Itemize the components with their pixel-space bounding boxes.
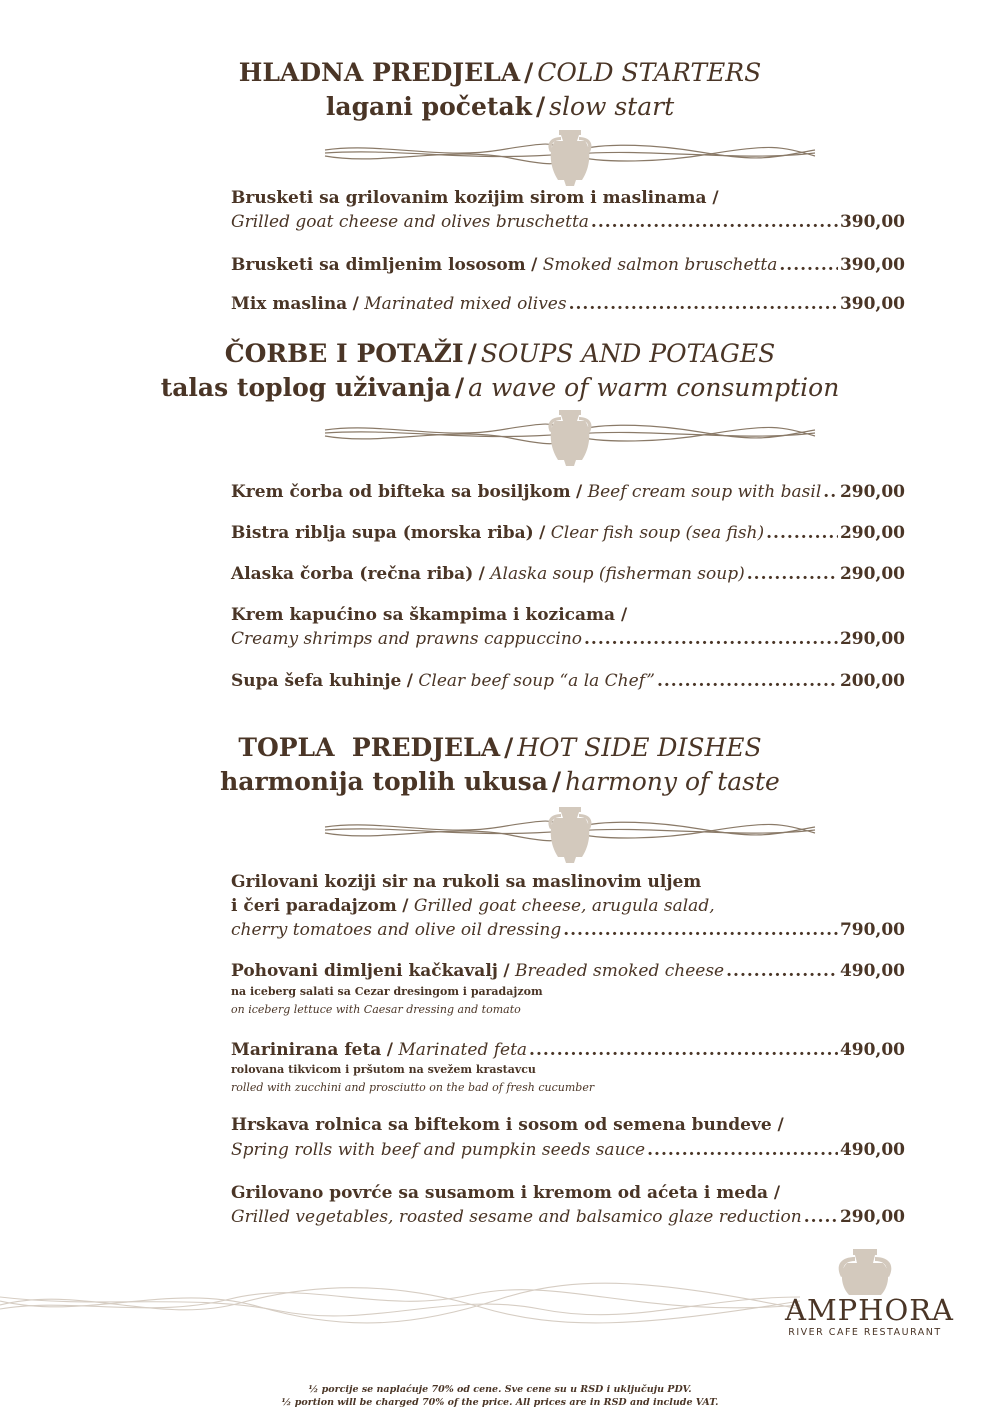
footer-note-sr: ½ porcije se naplaćuje 70% od cene. Sve cene su u RSD i uključuju PDV. [308,1384,692,1395]
item-name-en: Alaska soup (fisherman soup) [490,564,745,584]
dot-leader [584,628,838,650]
item-name-sr: Mix maslina [231,294,348,314]
menu-item-line [231,1139,905,1161]
wave-amphora-divider [320,128,820,188]
title-en: SOUPS AND POTAGES [480,339,776,368]
logo-subtitle: RIVER CAFE RESTAURANT [788,1327,942,1338]
wave-amphora-divider [320,408,820,468]
menu-item [231,871,905,893]
menu-item: Krem čorba od bifteka sa bosiljkom / Beef cream soup with basil ..... 290,00 [231,481,905,503]
footer-wave-ornament [0,1275,800,1335]
amphora-logo [785,1245,954,1355]
menu-item-line: i čeri paradajzom / Grilled goat cheese, arugula salad, [231,896,715,916]
item-name-sr: Brusketi sa dimljenim lososom [231,255,526,275]
dot-leader [823,481,838,503]
item-price: 790,00 [839,920,905,940]
footer-note-en: ½ portion will be charged 70% of the price. All prices are in RSD and include VAT. [281,1397,719,1408]
dot-leader [747,563,838,585]
section-heading-hot-side-dishes [0,731,1000,799]
dot-leader [726,960,838,982]
item-note-en: on iceberg lettuce with Caesar dressing and tomato [231,1003,521,1016]
item-name-en: Breaded smoked cheese [514,961,725,981]
logo-name: AMPHORA [785,1293,954,1327]
item-name-sr: Grilovano povrće sa susamom i kremom od aćeta i meda / [231,1183,781,1203]
item-price: 290,00 [839,629,905,649]
menu-item: Alaska čorba (rečna riba) / Alaska soup (fisherman soup) ..... 290,00 [231,563,905,585]
menu-item-line [231,211,905,233]
item-note-sr: rolovana tikvicom i pršutom na svežem krastavcu [231,1063,536,1076]
item-name-sr: i čeri paradajzom [231,896,397,916]
item-name-sr: Krem čorba od bifteka sa bosiljkom [231,482,571,502]
item-price: 390,00 [839,255,905,275]
item-price: 490,00 [839,1040,905,1060]
title-sr: TOPLA PREDJELA [238,733,501,762]
section-title: HLADNA PREDJELA / COLD STARTERS [238,58,762,87]
item-name-en: Beef cream soup with basil [587,482,822,502]
menu-item [231,1182,905,1204]
dot-leader [563,919,838,941]
title-en: HOT SIDE DISHES [517,733,762,762]
subtitle-sr: talas toplog uživanja [160,373,451,402]
amphora-vase-icon [785,1245,945,1295]
section-subtitle: lagani početak / slow start [325,92,675,121]
item-name-en: cherry tomatoes and olive oil dressing [231,920,562,940]
item-price: 200,00 [839,671,905,691]
menu-item-line [231,628,905,650]
item-name-en: Clear fish soup (sea fish) [550,523,765,543]
item-price: 390,00 [839,212,905,232]
item-name-sr: Grilovani koziji sir na rukoli sa maslinovim uljem [231,872,702,892]
item-price: 390,00 [839,294,905,314]
dot-leader [804,1206,838,1228]
menu-item: Mix maslina / Marinated mixed olives ..... 390,00 [231,293,905,315]
section-title: ČORBE I POTAŽI / SOUPS AND POTAGES [224,339,776,368]
title-sr: HLADNA PREDJELA [238,58,521,87]
dot-leader [779,254,838,276]
item-name-sr: Brusketi sa grilovanim kozijim sirom i maslinama / [231,188,719,208]
item-price: 490,00 [839,961,905,981]
section-title: TOPLA PREDJELA / HOT SIDE DISHES [238,733,762,762]
subtitle-en: harmony of taste [565,767,780,796]
title-sr: ČORBE I POTAŽI [224,339,464,368]
item-name-en: Grilled goat cheese and olives bruschetta [231,212,589,232]
menu-item: Marinirana feta / Marinated feta ..... 490,00 [231,1039,905,1061]
subtitle-sr: lagani početak [325,92,532,121]
menu-item [231,604,905,626]
item-name-sr: Krem kapućino sa škampima i kozicama / [231,605,628,625]
item-note-sr: na iceberg salati sa Cezar dresingom i paradajzom [231,985,543,998]
menu-item: Brusketi sa dimljenim lososom / Smoked salmon bruschetta ..... 390,00 [231,254,905,276]
item-name-en: Grilled vegetables, roasted sesame and balsamico glaze reduction [231,1207,802,1227]
section-heading-cold-starters [0,56,1000,124]
menu-item-line [231,919,905,941]
item-name-en: Spring rolls with beef and pumpkin seeds sauce [231,1140,646,1160]
item-name-en: Creamy shrimps and prawns cappuccino [231,629,582,649]
subtitle-sr: harmonija toplih ukusa [220,767,548,796]
item-name-sr: Alaska čorba (rečna riba) [231,564,474,584]
dot-leader [529,1039,838,1061]
item-price: 290,00 [839,564,905,584]
wave-amphora-divider [320,805,820,865]
item-name-en: Marinated mixed olives [364,294,567,314]
title-en: COLD STARTERS [537,58,762,87]
menu-item: Pohovani dimljeni kačkavalj / Breaded smoked cheese ..... 490,00 [231,960,905,982]
dot-leader [569,293,838,315]
dot-leader [591,211,838,233]
menu-item: Bistra riblja supa (morska riba) / Clear fish soup (sea fish) ..... 290,00 [231,522,905,544]
dot-leader [647,1139,838,1161]
item-name-en: Marinated feta [398,1040,528,1060]
section-subtitle: talas toplog uživanja / a wave of warm consumption [160,373,840,402]
menu-item [231,1114,905,1136]
item-price: 290,00 [839,523,905,543]
item-name-en: Clear beef soup “a la Chef” [418,671,655,691]
section-subtitle: harmonija toplih ukusa / harmony of taste [220,767,780,796]
subtitle-en: slow start [549,92,675,121]
dot-leader [766,522,838,544]
item-price: 490,00 [839,1140,905,1160]
item-name-sr: Hrskava rolnica sa biftekom i sosom od semena bundeve / [231,1115,784,1135]
item-name-sr: Marinirana feta [231,1040,382,1060]
subtitle-en: a wave of warm consumption [468,373,840,402]
item-name-en: Grilled goat cheese, arugula salad, [413,896,715,916]
item-name-sr: Supa šefa kuhinje [231,671,402,691]
item-price: 290,00 [839,482,905,502]
item-price: 290,00 [839,1207,905,1227]
item-note-en: rolled with zucchini and prosciutto on the bad of fresh cucumber [231,1081,595,1094]
dot-leader [657,670,838,692]
item-name-en: Smoked salmon bruschetta [542,255,778,275]
menu-item: Supa šefa kuhinje / Clear beef soup “a la Chef” ..... 200,00 [231,670,905,692]
menu-item-line [231,1206,905,1228]
item-name-sr: Bistra riblja supa (morska riba) [231,523,534,543]
item-name-sr: Pohovani dimljeni kačkavalj [231,961,498,981]
menu-item [231,187,905,209]
section-heading-soups [0,337,1000,405]
